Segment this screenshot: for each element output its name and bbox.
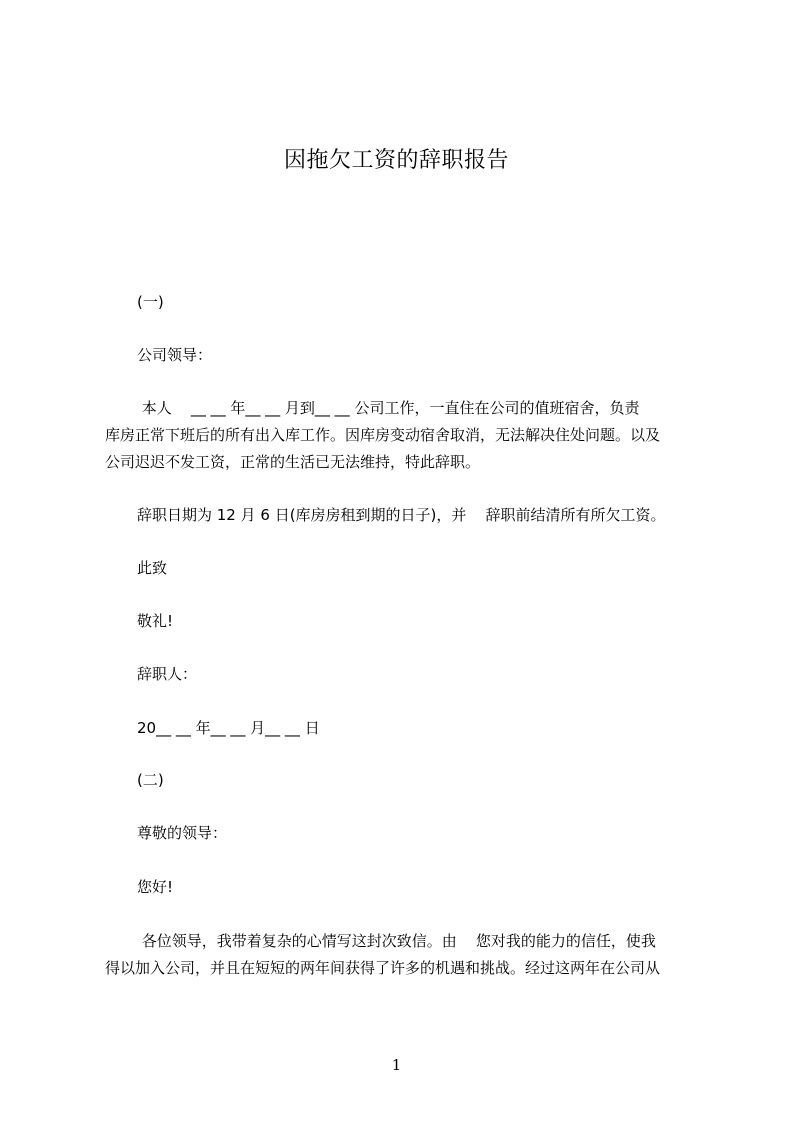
paragraph-line: 各位领导，我带着复杂的心情写这封次致信。由 您对我的能力的信任，使我	[137, 932, 656, 950]
paragraph-line: 公司迟迟不发工资，正常的生活已无法维持，特此辞职。	[105, 453, 481, 471]
paragraph-line: 库房正常下班后的所有出入库工作。因库房变动宿舍取消，无法解决住处问题。以及	[105, 426, 661, 444]
signer-label: 辞职人：	[137, 665, 198, 683]
date-line: 20__ __ 年__ __ 月__ __ 日	[137, 719, 320, 737]
section-heading-2: (二)	[137, 771, 164, 789]
resignation-date-paragraph: 辞职日期为 12 月 6 日(库房房租到期的日子)，并 辞职前结清所有所欠工资。	[137, 506, 666, 524]
closing-regards: 敬礼!	[137, 612, 174, 630]
section-heading-1: (一)	[137, 293, 164, 311]
page-number: 1	[391, 1056, 402, 1074]
closing-line: 此致	[137, 559, 168, 577]
salutation-1: 公司领导：	[137, 346, 213, 364]
paragraph-line: 得以加入公司，并且在短短的两年间获得了许多的机遇和挑战。经过这两年在公司从	[105, 959, 661, 977]
paragraph-line: 本人 __ __ 年__ __ 月到__ __ 公司工作，一直住在公司的值班宿舍，负责	[137, 399, 640, 417]
salutation-2: 尊敬的领导：	[137, 824, 228, 842]
greeting: 您好!	[137, 878, 174, 896]
document-title: 因拖欠工资的辞职报告	[283, 148, 509, 173]
